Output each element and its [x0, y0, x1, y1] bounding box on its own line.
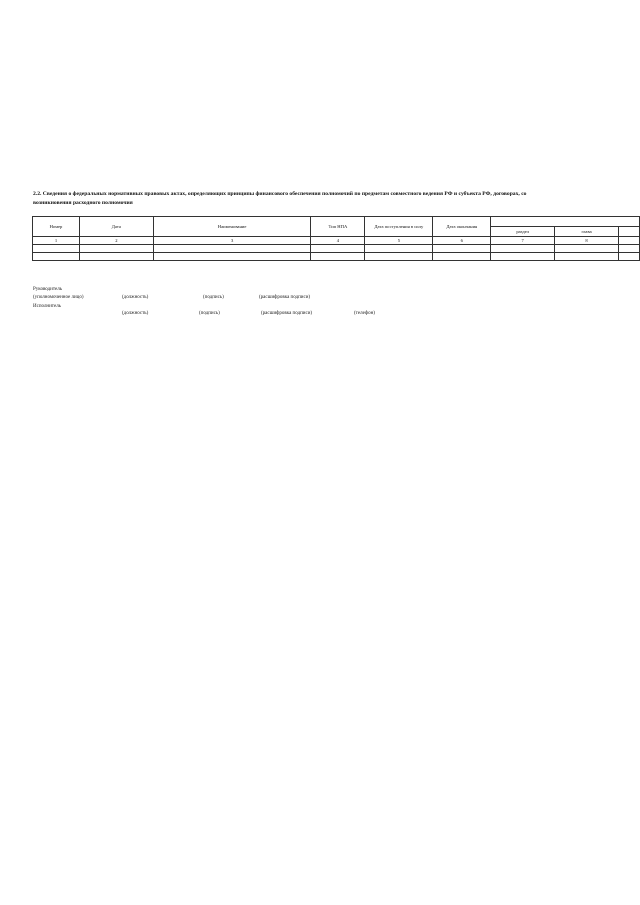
- table-cell[interactable]: [619, 245, 640, 253]
- col-number: 3: [153, 237, 311, 245]
- header-end-date: Дата окончания: [433, 217, 491, 237]
- header-name: Наименование: [153, 217, 311, 237]
- col-number-empty: [619, 237, 640, 245]
- table-cell[interactable]: [311, 253, 365, 261]
- table-cell[interactable]: [555, 253, 619, 261]
- table-cell[interactable]: [79, 253, 153, 261]
- executor-phone: (телефон): [354, 311, 375, 316]
- subheader-empty: [619, 227, 640, 237]
- header-effective-date: Дата поступления в силу: [365, 217, 433, 237]
- subheader-chapter: глава: [555, 227, 619, 237]
- head-decipher: (расшифровка подписи): [259, 295, 311, 300]
- table-cell[interactable]: [555, 245, 619, 253]
- header-date: Дата: [79, 217, 153, 237]
- header-npa-type: Тип НПА: [311, 217, 365, 237]
- head-position: (должность): [122, 295, 149, 300]
- table-cell[interactable]: [491, 245, 555, 253]
- col-number: 2: [79, 237, 153, 245]
- subheader-section: раздел: [491, 227, 555, 237]
- header-number: Номер: [33, 217, 80, 237]
- col-number: 1: [33, 237, 80, 245]
- table-cell[interactable]: [365, 245, 433, 253]
- section-title-line-2: возникновения расходного полномочия: [33, 200, 133, 206]
- section-title-line-1: 2.2. Сведения о федеральных нормативных правовых актах, определяющих принципы финансового обеспечения полномочий по предметам совместного ведения РФ и субъекта РФ, договорах, со: [33, 191, 527, 197]
- table-cell[interactable]: [33, 253, 80, 261]
- head-label: Руководитель: [33, 287, 63, 292]
- table-cell[interactable]: [365, 253, 433, 261]
- executor-position: (должность): [122, 311, 149, 316]
- table-cell[interactable]: [433, 245, 491, 253]
- table-cell[interactable]: [153, 245, 311, 253]
- executor-decipher: (расшифровка подписи): [261, 311, 313, 316]
- table-cell[interactable]: [491, 253, 555, 261]
- table-cell[interactable]: [153, 253, 311, 261]
- head-role: (уполномоченное лицо): [33, 295, 84, 300]
- table-cell[interactable]: [33, 245, 80, 253]
- table-cell[interactable]: [433, 253, 491, 261]
- col-number: 7: [491, 237, 555, 245]
- col-number: 8: [555, 237, 619, 245]
- col-number: 6: [433, 237, 491, 245]
- col-number: 5: [365, 237, 433, 245]
- executor-label: Исполнитель: [33, 304, 61, 309]
- executor-signature: (подпись): [199, 311, 220, 316]
- col-number: 4: [311, 237, 365, 245]
- section-title: [33, 190, 640, 208]
- table-cell[interactable]: [79, 245, 153, 253]
- table-cell[interactable]: [311, 245, 365, 253]
- table-cell[interactable]: [619, 253, 640, 261]
- header-group: [491, 217, 640, 227]
- npa-table: [32, 216, 640, 261]
- head-signature: (подпись): [203, 295, 224, 300]
